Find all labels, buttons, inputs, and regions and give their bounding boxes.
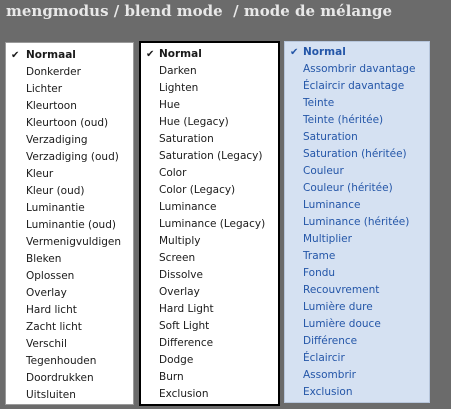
menu-item[interactable] <box>141 46 278 63</box>
menu-item[interactable] <box>6 47 133 64</box>
menu-item[interactable] <box>6 268 133 285</box>
menu-item-label: Multiply <box>159 235 201 247</box>
menu-item[interactable] <box>285 197 429 214</box>
menu-item-label: Overlay <box>26 287 67 299</box>
menu-item[interactable] <box>285 231 429 248</box>
menu-item[interactable] <box>6 166 133 183</box>
checkmark-icon: ✔ <box>146 49 155 60</box>
menu-item-label: Teinte <box>303 97 335 109</box>
menu-item-label: Saturation <box>159 133 214 145</box>
menu-item-label: Luminance <box>159 201 217 213</box>
menu-item-label: Color <box>159 167 187 179</box>
menu-item-label: Luminantie (oud) <box>26 219 116 231</box>
menu-item[interactable] <box>285 214 429 231</box>
menu-item[interactable] <box>6 336 133 353</box>
menu-item[interactable] <box>141 267 278 284</box>
menu-item-label: Assombrir <box>303 369 356 381</box>
menu-item[interactable] <box>285 350 429 367</box>
menu-item-label: Oplossen <box>26 270 75 282</box>
menu-item-label: Luminance (Legacy) <box>159 218 266 230</box>
menu-item[interactable] <box>285 180 429 197</box>
menu-item-label: Lighten <box>159 82 199 94</box>
menu-item[interactable] <box>285 129 429 146</box>
menu-item-label: Exclusion <box>159 388 209 400</box>
menu-item-label: Normal <box>303 46 346 58</box>
menu-item-label: Kleurtoon <box>26 100 77 112</box>
menu-item-label: Darken <box>159 65 197 77</box>
menu-item-label: Luminance <box>303 199 361 211</box>
menu-item-label: Lichter <box>26 83 63 95</box>
menu-list <box>285 44 429 401</box>
menu-item-label: Overlay <box>159 286 200 298</box>
menu-item[interactable] <box>285 265 429 282</box>
menu-item[interactable] <box>141 318 278 335</box>
menu-item[interactable] <box>6 81 133 98</box>
menu-item[interactable] <box>141 301 278 318</box>
menu-list <box>6 47 133 404</box>
menu-item-label: Lumière dure <box>303 301 373 313</box>
menu-item-label: Verzadiging (oud) <box>26 151 119 163</box>
menu-item[interactable] <box>6 319 133 336</box>
menu-item-label: Recouvrement <box>303 284 380 296</box>
menu-item-label: Saturation (héritée) <box>303 148 407 160</box>
menu-item[interactable] <box>141 369 278 386</box>
blend-mode-menu-french <box>284 41 430 403</box>
menu-item[interactable] <box>141 63 278 80</box>
menu-item[interactable] <box>285 282 429 299</box>
menu-item-label: Normaal <box>26 49 76 61</box>
menu-item[interactable] <box>141 165 278 182</box>
menu-item-label: Éclaircir <box>303 352 345 364</box>
menu-item-label: Hard licht <box>26 304 77 316</box>
menu-item[interactable] <box>6 234 133 251</box>
menu-item-label: Burn <box>159 371 184 383</box>
menu-item[interactable] <box>6 115 133 132</box>
blend-mode-menu-dutch <box>5 42 134 405</box>
menu-item[interactable] <box>6 98 133 115</box>
menu-item[interactable] <box>141 148 278 165</box>
menu-item[interactable] <box>285 112 429 129</box>
menu-item[interactable] <box>6 64 133 81</box>
menu-item-label: Tegenhouden <box>26 355 97 367</box>
blend-mode-menu-english <box>139 41 280 406</box>
menu-item-label: Screen <box>159 252 196 264</box>
menu-item[interactable] <box>141 250 278 267</box>
menu-item-label: Couleur (héritée) <box>303 182 393 194</box>
menu-item[interactable] <box>285 163 429 180</box>
menu-item-label: Dodge <box>159 354 194 366</box>
menu-item-label: Luminantie <box>26 202 85 214</box>
menu-item[interactable] <box>285 44 429 61</box>
menu-item[interactable] <box>6 183 133 200</box>
menu-item-label: Vermenigvuldigen <box>26 236 122 248</box>
menu-item[interactable] <box>285 95 429 112</box>
menu-item[interactable] <box>285 61 429 78</box>
menu-item[interactable] <box>141 352 278 369</box>
menu-item[interactable] <box>141 386 278 403</box>
menu-item-label: Différence <box>303 335 358 347</box>
menu-item-label: Color (Legacy) <box>159 184 236 196</box>
menu-item-label: Bleken <box>26 253 62 265</box>
menu-item[interactable] <box>285 146 429 163</box>
menu-item[interactable] <box>6 149 133 166</box>
menu-item[interactable] <box>285 333 429 350</box>
menu-item[interactable] <box>6 387 133 404</box>
menu-item[interactable] <box>141 233 278 250</box>
menu-item[interactable] <box>141 131 278 148</box>
menu-item[interactable] <box>6 353 133 370</box>
page-title: mengmodus / blend mode / mode de mélange <box>6 2 393 20</box>
menu-item-label: Hue <box>159 99 181 111</box>
menu-item-label: Uitsluiten <box>26 389 76 401</box>
menu-item-label: Zacht licht <box>26 321 82 333</box>
menu-item-label: Saturation <box>303 131 358 143</box>
menu-item-label: Kleur (oud) <box>26 185 85 197</box>
menu-item-label: Saturation (Legacy) <box>159 150 263 162</box>
menu-item[interactable] <box>6 132 133 149</box>
menu-item-label: Soft Light <box>159 320 210 332</box>
menu-item-label: Luminance (héritée) <box>303 216 410 228</box>
menu-item[interactable] <box>141 216 278 233</box>
menu-item[interactable] <box>141 114 278 131</box>
menu-item[interactable] <box>141 80 278 97</box>
menu-item-label: Lumière douce <box>303 318 381 330</box>
menu-item-label: Teinte (héritée) <box>303 114 384 126</box>
menu-item[interactable] <box>6 285 133 302</box>
menu-item-label: Fondu <box>303 267 336 279</box>
menu-item[interactable] <box>6 200 133 217</box>
menu-item-label: Verzadiging <box>26 134 88 146</box>
menu-item[interactable] <box>285 367 429 384</box>
menu-item[interactable] <box>285 248 429 265</box>
menu-item-label: Dissolve <box>159 269 203 281</box>
menu-item[interactable] <box>141 335 278 352</box>
menu-item[interactable] <box>285 316 429 333</box>
menu-item-label: Verschil <box>26 338 67 350</box>
menu-item-label: Multiplier <box>303 233 352 245</box>
menu-item-label: Normal <box>159 48 202 60</box>
menu-item[interactable] <box>6 251 133 268</box>
menu-item-label: Doordrukken <box>26 372 94 384</box>
menu-item-label: Éclaircir davantage <box>303 80 405 92</box>
menu-item[interactable] <box>6 370 133 387</box>
menu-item-label: Hard Light <box>159 303 214 315</box>
menu-item[interactable] <box>141 199 278 216</box>
menu-item-label: Kleurtoon (oud) <box>26 117 109 129</box>
menu-item[interactable] <box>6 217 133 234</box>
checkmark-icon: ✔ <box>290 47 299 58</box>
menu-list <box>141 46 278 403</box>
menu-item-label: Difference <box>159 337 214 349</box>
menu-item[interactable] <box>285 78 429 95</box>
menu-item-label: Hue (Legacy) <box>159 116 229 128</box>
menu-item-label: Couleur <box>303 165 344 177</box>
menu-item-label: Kleur <box>26 168 54 180</box>
menu-item-label: Assombrir davantage <box>303 63 416 75</box>
menu-item-label: Exclusion <box>303 386 353 398</box>
menu-item[interactable] <box>141 182 278 199</box>
menu-item[interactable] <box>6 302 133 319</box>
menu-item-label: Donkerder <box>26 66 81 78</box>
checkmark-icon: ✔ <box>11 50 20 61</box>
menu-item[interactable] <box>285 384 429 401</box>
menu-item[interactable] <box>141 284 278 301</box>
menu-item[interactable] <box>285 299 429 316</box>
menu-item[interactable] <box>141 97 278 114</box>
menu-item-label: Trame <box>303 250 336 262</box>
